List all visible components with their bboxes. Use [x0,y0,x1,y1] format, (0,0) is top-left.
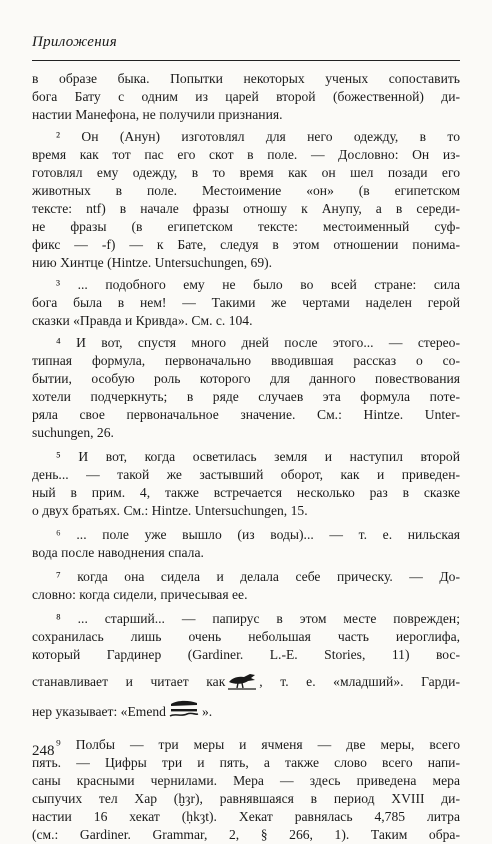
text-line: не фразы (в египетском тексте: местоименный суф- [32,219,460,234]
text-line: словно: когда сидели, причесывая ее. [32,587,248,602]
text-line: вода после наводнения спала. [32,545,204,560]
text-line: в образе быка. Попытки некоторых ученых сопоставить [32,71,460,86]
text-line: время как тот пас его скот в поле. — Дословно: Он из- [32,147,460,162]
note-3-first-line: ³ ... подобного ему не было во всей стране: сила [56,277,460,292]
text-line: настии 16 хекат (ḥkȝt). Хекат равнялась 4,785 литра [32,809,460,824]
text-line: животных в поле. Местоимение «он» (в египетском [32,183,460,198]
notes-body [32,70,460,844]
text-line: о двух братьях. См.: Hintze. Untersuchungen, 15. [32,503,308,518]
note-7-first-line: ⁷ когда она сидела и делала себе прическу. — До- [56,569,460,584]
text-line: который Гардинер (Gardiner. L.-E. Stories, 11) вос- [32,647,460,662]
text-line: бытии, особую роль которого для данного повествования [32,371,460,386]
note-2-first-line: ² Он (Анун) изготовлял для него одежду, в то [56,129,460,144]
hieroglyph-line-2-before: нер указывает: «Emend [32,704,166,720]
text-line: сказки «Правда и Кривда». См. с. 104. [32,313,253,328]
text-line: suchungen, 26. [32,425,114,440]
hieroglyph-line-1-before: станавливает и читает как [32,674,226,690]
text-line: готовлял ему одежду, в то время как он шел позади его [32,165,460,180]
header-rule [32,60,460,61]
text-line: тексте: ntf) в начале фразы отношу к Анупу, а в середи- [32,201,460,216]
bird-hieroglyph-icon [226,668,258,692]
text-line: пять. — Цифры три и пять, а также слово всего напи- [32,755,460,770]
hieroglyph-line-2-after: ». [201,704,213,720]
text-line: фикс — -f) — к Бате, следуя в этом отношении понима- [32,237,460,252]
text-line: (см.: Gardiner. Grammar, 2, § 266, 1). Таким обра- [32,827,460,842]
running-head-title: Приложения [32,34,118,50]
note-6-first-line: ⁶ ... поле уже вышло (из воды)... — т. е. нильская [56,527,460,542]
text-line: ряла свое первоначальное значение. См.: Hintze. Unter- [32,407,460,422]
text-line: ный в прим. 4, также встречается несколько раз в сказке [32,485,460,500]
text-line: день... — такой же застывший оборот, как и приведен- [32,467,460,482]
text-line: саны красными чернилами. Мера — здесь приведена мера [32,773,460,788]
hieroglyph-line-bird [32,668,460,692]
text-line: нию Хинтце (Hintze. Untersuchungen, 69). [32,255,273,270]
text-line: бога была в нем! — Такими же чертами наделен герой [32,295,460,310]
emend-hieroglyph-icon [167,698,201,722]
text-line: хотели подчеркнуть; в ряде случаев эта формула поте- [32,389,460,404]
note-8-first-line: ⁸ ... старший... — папирус в этом месте поврежден; [56,611,460,626]
hieroglyph-line-emend [32,698,460,722]
text-line: сыпучих тел Хар (ḫȝr), равнявшаяся в период XVIII ди- [32,791,460,806]
note-9-first-line: ⁹ Полбы — три меры и ячменя — две меры, всего [56,737,460,752]
text-line: типная формула, первоначально вводившая рассказ о со- [32,353,460,368]
text-line: настии Манефона, не получили признания. [32,107,283,122]
note-4-first-line: ⁴ И вот, спустя много дней после этого... — стерео- [56,335,460,350]
hieroglyph-line-1-after: , т. е. «младший». Гарди- [259,674,460,690]
note-5-first-line: ⁵ И вот, когда осветилась земля и наступил второй [56,449,460,464]
text-line: бога Бату с одним из царей второй (божественной) ди- [32,89,460,104]
page-number: 248 [32,743,55,759]
text-line: сохранилась лишь очень небольшая часть иероглифа, [32,629,460,644]
